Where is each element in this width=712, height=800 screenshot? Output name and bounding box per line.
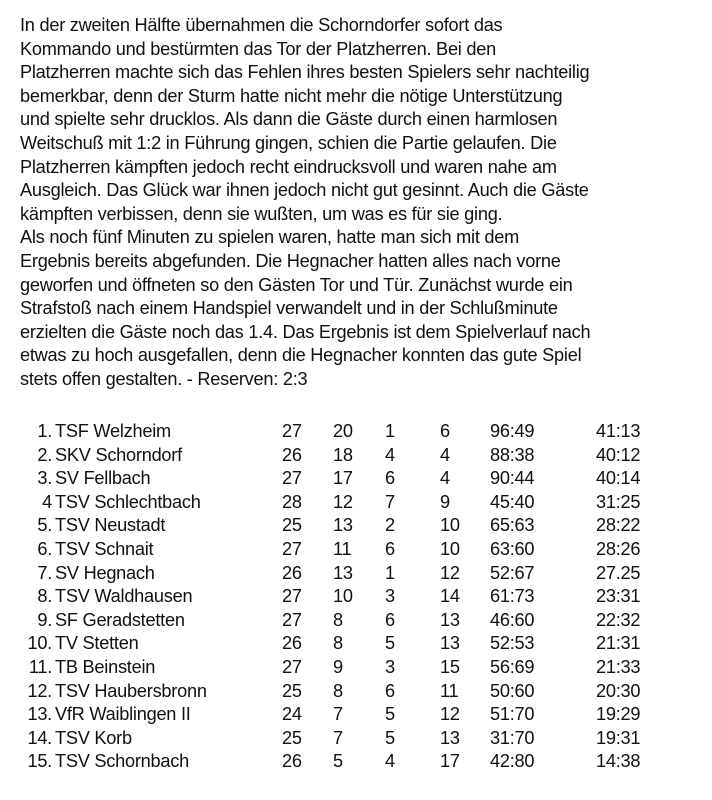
table-row [0,491,712,515]
games-won: 9 [333,656,343,677]
games-won: 8 [333,609,343,630]
games-lost: 11 [440,680,459,701]
goal-ratio: 90:44 [490,468,535,489]
games-lost: 14 [440,586,460,607]
games-lost: 17 [440,751,460,772]
team-name: TV Stetten [55,633,139,654]
table-row [0,703,712,727]
team-rank: 14. [27,727,52,748]
team-name: TSV Haubersbronn [55,680,207,701]
goal-ratio: 42:80 [490,751,535,772]
games-won: 13 [333,515,353,536]
games-drawn: 7 [385,491,395,512]
points-ratio: 28:22 [596,515,641,536]
table-row [0,656,712,680]
games-drawn: 2 [385,515,395,536]
games-won: 11 [333,538,352,559]
team-name: TSV Schlechtbach [55,491,201,512]
games-won: 18 [333,444,353,465]
team-name: SV Fellbach [55,468,151,489]
table-row [0,444,712,468]
table-row [0,727,712,751]
games-lost: 12 [440,704,460,725]
team-rank: 12. [27,680,52,701]
games-drawn: 3 [385,586,395,607]
games-won: 7 [333,727,343,748]
team-name: TSV Korb [55,727,132,748]
report-line: In der zweiten Hälfte übernahmen die Schorndorfer sofort das [20,15,503,35]
games-played: 27 [282,656,302,677]
team-name: SV Hegnach [55,562,155,583]
games-drawn: 6 [385,680,395,701]
points-ratio: 22:32 [596,609,641,630]
goal-ratio: 96:49 [490,421,535,441]
games-won: 17 [333,468,353,489]
games-drawn: 3 [385,656,395,677]
team-rank: 7. [37,562,52,583]
points-ratio: 31:25 [596,491,641,512]
goal-ratio: 51:70 [490,704,535,725]
goal-ratio: 61:73 [490,586,535,607]
points-ratio: 40:12 [596,444,641,465]
points-ratio: 27.25 [596,562,641,583]
team-rank: 4 [42,491,52,512]
games-lost: 13 [440,609,460,630]
games-lost: 15 [440,656,460,677]
points-ratio: 14:38 [596,751,641,772]
team-rank: 9. [37,609,52,630]
games-played: 25 [282,515,302,536]
games-drawn: 5 [385,633,395,654]
report-line: und spielte sehr drucklos. Als dann die Gäste durch einen harmlosen [20,109,558,130]
goal-ratio: 46:60 [490,609,535,630]
table-row [0,632,712,656]
report-line: Platzherren kämpften jedoch recht eindrucksvoll und waren nahe am [20,156,557,177]
goal-ratio: 56:69 [490,656,535,677]
games-played: 27 [282,421,302,441]
goal-ratio: 31:70 [490,727,535,748]
team-name: SKV Schorndorf [55,444,182,465]
team-rank: 11. [28,656,52,677]
report-line: bemerkbar, denn der Sturm hatte nicht mehr die nötige Unterstützung [20,85,563,106]
report-line: Kommando und bestürmten das Tor der Platzherren. Bei den [20,38,496,59]
table-row [0,467,712,491]
games-lost: 13 [440,727,460,748]
games-played: 26 [282,562,302,583]
games-played: 28 [282,491,302,512]
team-name: VfR Waiblingen II [55,704,191,725]
table-row [0,750,712,774]
team-name: SF Geradstetten [55,609,185,630]
games-played: 26 [282,751,302,772]
games-played: 26 [282,633,302,654]
team-name: TSV Neustadt [55,515,166,536]
points-ratio: 19:31 [596,727,641,748]
team-name: TSF Welzheim [55,421,171,441]
games-played: 27 [282,609,302,630]
team-name: TB Beinstein [55,656,156,677]
games-drawn: 6 [385,468,395,489]
games-lost: 6 [440,421,450,441]
points-ratio: 19:29 [596,704,641,725]
team-name: TSV Schornbach [55,751,189,772]
games-won: 20 [333,421,353,441]
points-ratio: 41:13 [596,421,641,441]
team-name: TSV Waldhausen [55,586,193,607]
report-line: Strafstoß nach einem Handspiel verwandelt und in der Schlußminute [20,298,558,319]
points-ratio: 23:31 [596,586,641,607]
report-line: Ergebnis bereits abgefunden. Die Hegnacher hatten alles nach vorne [20,250,561,271]
games-won: 7 [333,704,343,725]
match-report [20,14,710,392]
games-won: 5 [333,751,343,772]
points-ratio: 28:26 [596,538,641,559]
games-lost: 12 [440,562,460,583]
games-played: 26 [282,444,302,465]
games-drawn: 1 [385,562,395,583]
points-ratio: 21:33 [596,656,641,677]
games-played: 24 [282,704,302,725]
points-ratio: 21:31 [596,633,641,654]
games-won: 12 [333,491,353,512]
goal-ratio: 65:63 [490,515,535,536]
league-table [0,420,712,774]
table-row [0,609,712,633]
goal-ratio: 63:60 [490,538,535,559]
games-lost: 9 [440,491,450,512]
table-row [0,680,712,704]
report-line: Ausgleich. Das Glück war ihnen jedoch nicht gut gesinnt. Auch die Gäste [20,180,589,201]
report-line: Platzherren machte sich das Fehlen ihres besten Spielers sehr nachteilig [20,62,590,83]
goal-ratio: 88:38 [490,444,535,465]
team-name: TSV Schnait [55,538,154,559]
team-rank: 5. [37,515,52,536]
games-won: 8 [333,680,343,701]
games-played: 27 [282,586,302,607]
games-lost: 4 [440,468,450,489]
goal-ratio: 45:40 [490,491,535,512]
report-line: stets offen gestalten. - Reserven: 2:3 [20,368,308,389]
points-ratio: 20:30 [596,680,641,701]
team-rank: 2. [37,444,52,465]
games-lost: 10 [440,538,460,559]
goal-ratio: 52:53 [490,633,535,654]
games-drawn: 6 [385,538,395,559]
games-played: 25 [282,727,302,748]
games-drawn: 4 [385,444,395,465]
report-line: etwas zu hoch ausgefallen, denn die Hegnacher konnten das gute Spiel [20,345,582,366]
team-rank: 3. [37,468,52,489]
table-row [0,562,712,586]
games-lost: 4 [440,444,450,465]
report-line: Als noch fünf Minuten zu spielen waren, hatte man sich mit dem [20,227,520,248]
table-row [0,514,712,538]
goal-ratio: 52:67 [490,562,535,583]
games-drawn: 1 [385,421,395,441]
table-row [0,538,712,562]
games-drawn: 5 [385,704,395,725]
table-row [0,420,712,444]
team-rank: 15. [27,751,52,772]
games-lost: 10 [440,515,460,536]
report-line: erzielten die Gäste noch das 1.4. Das Ergebnis ist dem Spielverlauf nach [20,321,591,342]
team-rank: 8. [37,586,52,607]
team-rank: 13. [27,704,52,725]
team-rank: 10. [27,633,52,654]
report-line: kämpften verbissen, denn sie wußten, um was es für sie ging. [20,203,503,224]
games-won: 13 [333,562,353,583]
team-rank: 6. [37,538,52,559]
report-line: Weitschuß mit 1:2 in Führung gingen, schien die Partie gelaufen. Die [20,132,557,153]
games-played: 27 [282,538,302,559]
goal-ratio: 50:60 [490,680,535,701]
games-played: 27 [282,468,302,489]
games-drawn: 4 [385,751,395,772]
points-ratio: 40:14 [596,468,641,489]
games-drawn: 6 [385,609,395,630]
games-drawn: 5 [385,727,395,748]
report-line: geworfen und öffneten so den Gästen Tor und Tür. Zunächst wurde ein [20,274,573,295]
team-rank: 1. [37,421,52,441]
games-played: 25 [282,680,302,701]
games-won: 10 [333,586,353,607]
table-row [0,585,712,609]
games-lost: 13 [440,633,460,654]
games-won: 8 [333,633,343,654]
